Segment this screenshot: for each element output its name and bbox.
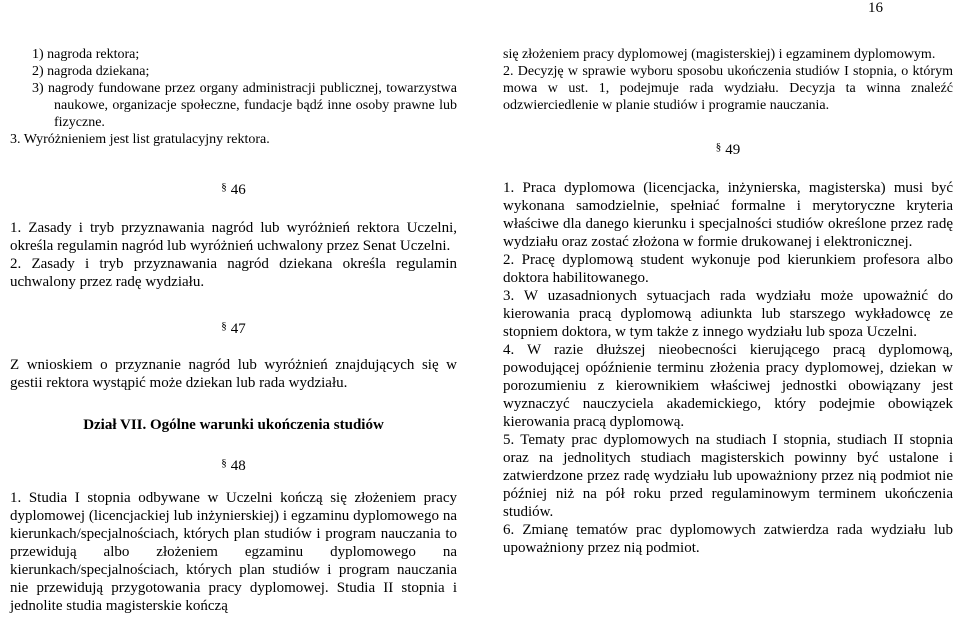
right-column bbox=[503, 46, 953, 557]
paragraph: 2. Decyzję w sprawie wyboru sposobu ukończenia studiów I stopnia, o którym mowa w ust. 1, podejmuje rada wydziału. Decyzja ta winna znaleźć odzwierciedlenie w planie studiów i programie nauczania. bbox=[503, 64, 953, 113]
paragraph: 2. Zasady i tryb przyznawania nagród dziekana określa regulamin uchwalony przez radę wydziału. bbox=[10, 256, 457, 290]
award-list bbox=[10, 46, 457, 148]
page-number: 16 bbox=[868, 0, 883, 16]
paragraph: 5. Tematy prac dyplomowych na studiach I stopnia, studiach II stopnia oraz na jednolitych studiach magisterskich powinny być ustalone i zatwierdzone przez radę wydziału lub upoważniony przez nią podmiot nie później niż na pół roku przed regulaminowym terminem ukończenia studiów. bbox=[503, 432, 953, 520]
paragraph: 4. W razie dłuższej nieobecności kierującego pracą dyplomową, powodującej opóźnienie terminu złożenia pracy dyplomowej, dziekan w porozumieniu z kierownikiem właściwej jednostki obowiązany jest wyznaczyć nauczyciela akademickiego, który podejmie obowiązek kierowania pracą dyplomową. bbox=[503, 342, 953, 430]
paragraph: 3. W uzasadnionych sytuacjach rada wydziału może upoważnić do kierowania pracą dyplomową adiunkta lub starszego wykładowcę ze stopniem doktora, w tym także z innego wydziału lub spoza Uczelni. bbox=[503, 288, 953, 340]
section-heading-49: § 49 bbox=[715, 141, 741, 158]
paragraph: 1. Praca dyplomowa (licencjacka, inżynierska, magisterska) musi być wykonana samodzielnie, spełniać formalne i merytoryczne kryteria właściwe dla danego kierunku i specjalności studiów określone przez radę wydziału oraz zostać złożona w formie drukowanej i elektronicznej. bbox=[503, 180, 953, 250]
list-item: 3) nagrody fundowane przez organy administracji publicznej, towarzystwa naukowe, organizacje społeczne, fundacje bądź inne osoby prawne lub fizyczne. bbox=[32, 81, 457, 130]
paragraph: 1. Zasady i tryb przyznawania nagród lub wyróżnień rektora Uczelni, określa regulamin nagród lub wyróżnień uchwalony przez Senat Uczelni. bbox=[10, 220, 457, 254]
paragraph: 2. Pracę dyplomową student wykonuje pod kierunkiem profesora albo doktora habilitowanego. bbox=[503, 252, 953, 286]
section-heading-47: § 47 bbox=[221, 320, 246, 337]
paragraph: 1. Studia I stopnia odbywane w Uczelni kończą się złożeniem pracy dyplomowej (licencjackiej lub inżynierskiej) i egzaminu dyplomowego na kierunkach/specjalnościach, których plan studiów i program nauczania to przewidują albo złożeniem egzaminu dyplomowego na kierunkach/specjalnościach, których plan studiów i program nauczania nie przewidują przygotowania pracy dyplomowej. Studia II stopnia i jednolite studia magisterskie kończą bbox=[10, 490, 457, 614]
continued-text bbox=[503, 46, 953, 114]
section-heading-46: § 46 bbox=[221, 181, 246, 198]
list-item: 1) nagroda rektora; bbox=[32, 47, 140, 62]
paragraph: Z wnioskiem o przyznanie nagród lub wyróżnień znajdujących się w gestii rektora wystąpić może dziekan lub rada wydziału. bbox=[10, 357, 457, 391]
paragraph: się złożeniem pracy dyplomowej (magisterskiej) i egzaminem dyplomowym. bbox=[503, 47, 936, 62]
paragraph: 3. Wyróżnieniem jest list gratulacyjny rektora. bbox=[10, 132, 270, 147]
section-heading-48: § 48 bbox=[221, 457, 246, 474]
list-item: 2) nagroda dziekana; bbox=[32, 64, 150, 79]
left-column bbox=[10, 46, 457, 615]
chapter-heading: Dział VII. Ogólne warunki ukończenia studiów bbox=[83, 417, 384, 433]
paragraph: 6. Zmianę tematów prac dyplomowych zatwierdza rada wydziału lub upoważniony przez nią podmiot. bbox=[503, 522, 953, 556]
